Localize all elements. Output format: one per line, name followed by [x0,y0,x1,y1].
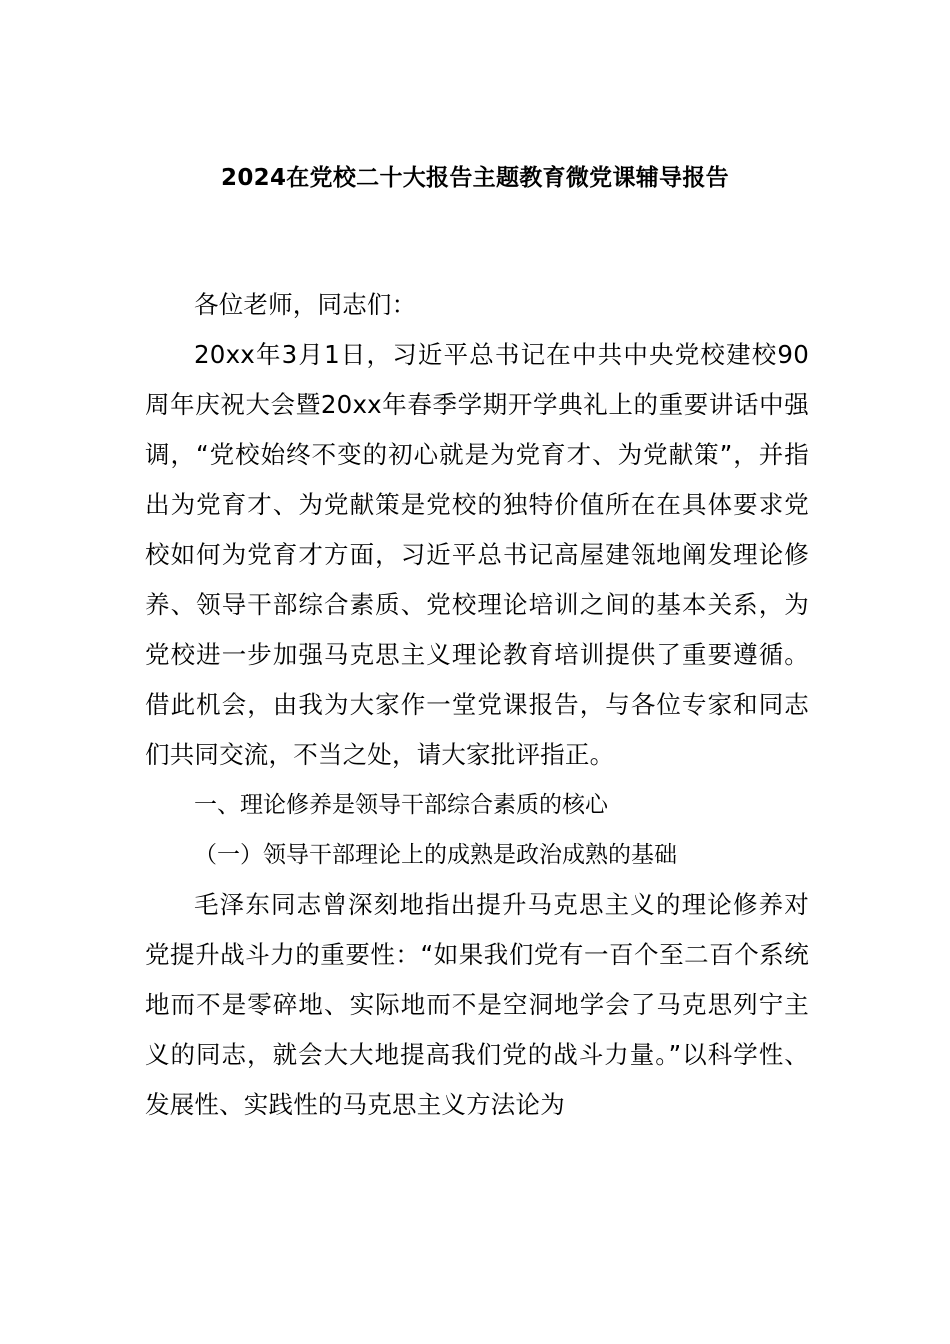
body-paragraph: 毛泽东同志曾深刻地指出提升马克思主义的理论修养对党提升战斗力的重要性：“如果我们党有一百个至二百个系统地而不是零碎地、实际地而不是空洞地学会了马克思列宁主义的同志，就会大大地提高我们党的战斗力量。”以科学性、发展性、实践性的马克思主义方法论为 [145,890,809,1119]
document-body [145,280,809,1130]
intro-paragraph: 20xx年3月1日，习近平总书记在中共中央党校建校90周年庆祝大会暨20xx年春季学期开学典礼上的重要讲话中强调，“党校始终不变的初心就是为党育才、为党献策”，并指出为党育才、为党献策是党校的独特价值所在在具体要求党校如何为党育才方面，习近平总书记高屋建瓴地阐发理论修养、领导干部综合素质、党校理论培训之间的基本关系，为党校进一步加强马克思主义理论教育培训提供了重要遵循。借此机会，由我为大家作一堂党课报告，与各位专家和同志们共同交流，不当之处，请大家批评指正。 [145,340,809,769]
section-heading: 一、理论修养是领导干部综合素质的核心 [194,792,608,818]
salutation-paragraph: 各位老师，同志们： [194,290,417,319]
subsection-heading: （一）领导干部理论上的成熟是政治成熟的基础 [194,842,677,868]
document-title: 2024在党校二十大报告主题教育微党课辅导报告 [221,165,729,191]
